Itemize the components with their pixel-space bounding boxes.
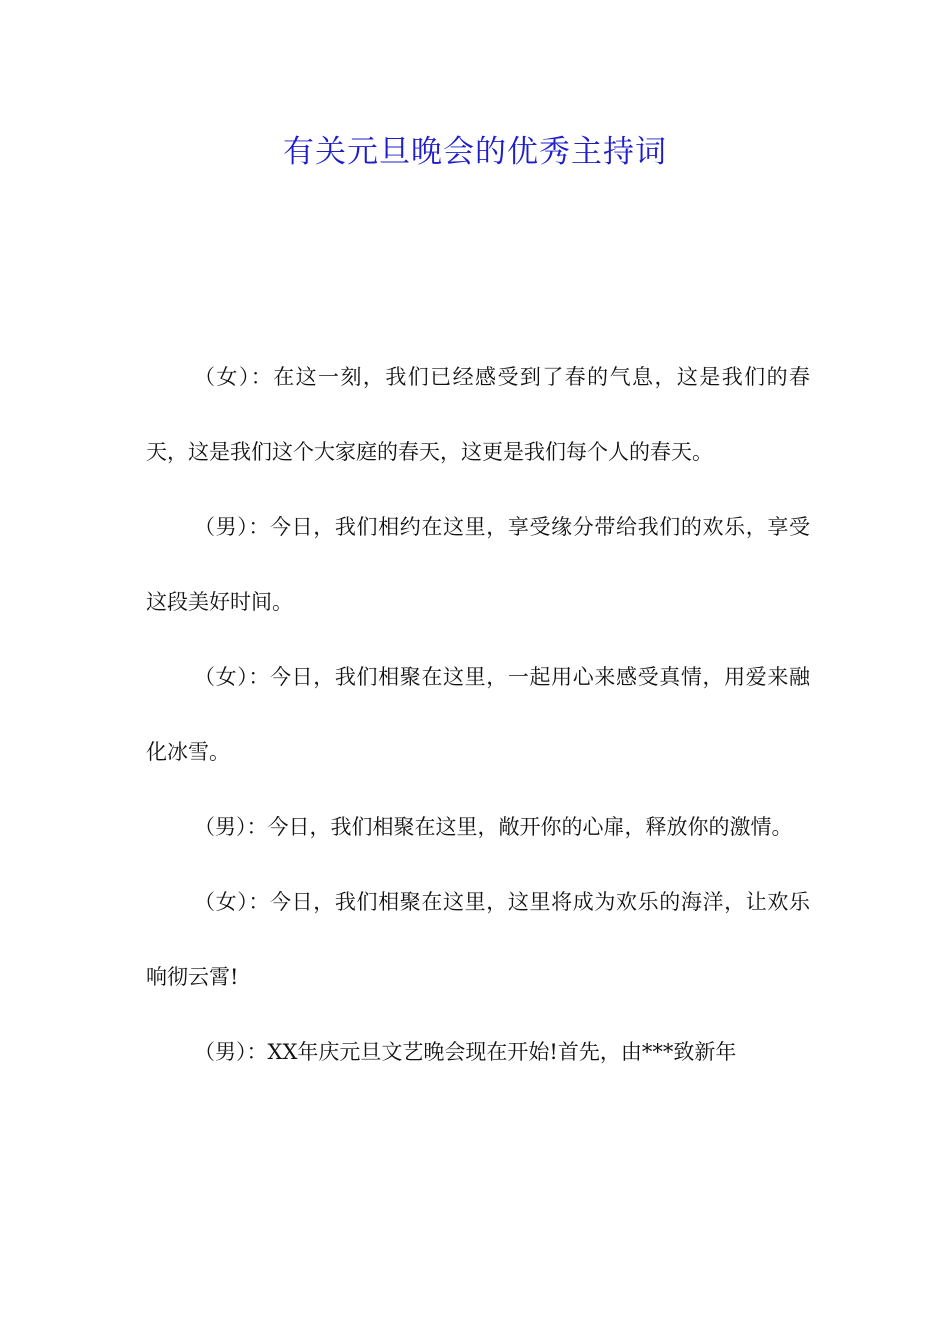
document-body	[146, 340, 810, 1090]
paragraph-2: （男）：今日，我们相约在这里，享受缘分带给我们的欢乐，享受这段美好时间。	[146, 515, 810, 614]
paragraph-3: （女）：今日，我们相聚在这里，一起用心来感受真情，用爱来融化冰雪。	[146, 665, 810, 764]
paragraph-4: （男）：今日，我们相聚在这里，敞开你的心扉，释放你的激情。	[194, 815, 793, 839]
document-title: 有关元旦晚会的优秀主持词	[283, 134, 667, 170]
paragraph-6: （男）：XX年庆元旦文艺晚会现在开始!首先，由***致新年	[194, 1040, 737, 1064]
paragraph-1: （女）：在这一刻，我们已经感受到了春的气息，这是我们的春天，这是我们这个大家庭的春天，这更是我们每个人的春天。	[146, 365, 810, 464]
paragraph-5: （女）：今日，我们相聚在这里，这里将成为欢乐的海洋，让欢乐响彻云霄!	[146, 890, 810, 989]
